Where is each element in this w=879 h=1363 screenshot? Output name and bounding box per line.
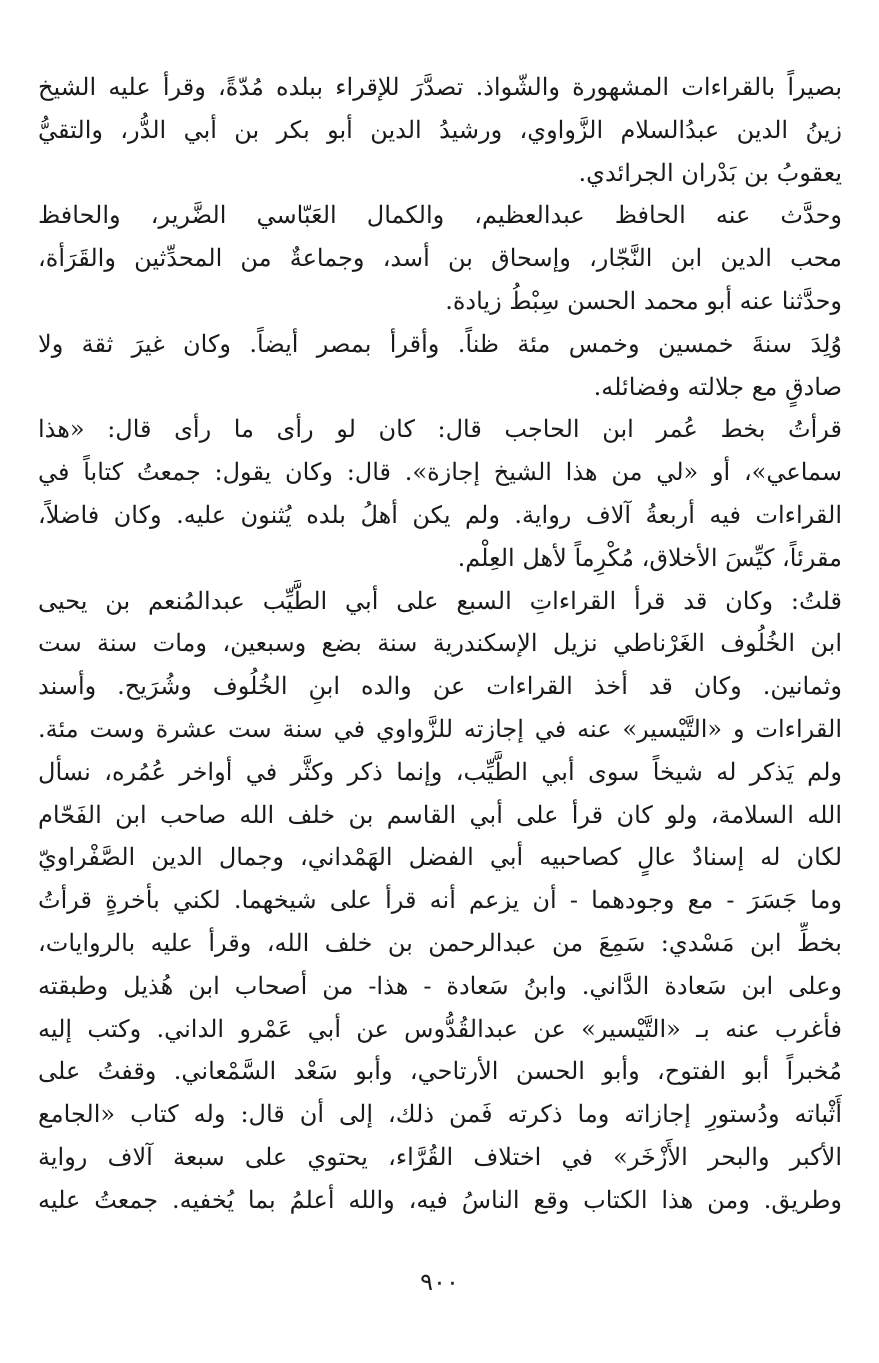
text-line: وطريق. ومن هذا الكتاب وقع الناسُ فيه، والله أعلمُ بما يُخفيه. جمعتُ عليه (38, 1185, 842, 1214)
text-line: سماعي»، أو «لي من هذا الشيخ إجازة». قال: وكان يقول: جمعتُ كتاباً في (38, 458, 842, 487)
text-line: قرأتُ بخط عُمر ابن الحاجب قال: كان لو رأى ما رأى قال: «هذا (38, 415, 842, 444)
text-line: وحدَّثنا عنه أبو محمد الحسن سِبْطُ زيادة. (445, 286, 842, 315)
text-line: الأكبر والبحر الأَزْخَر» في اختلاف القُرَّاء، يحتوي على سبعة آلاف رواية (38, 1142, 842, 1171)
text-line: زينُ الدين عبدُالسلام الزَّواوي، ورشيدُ الدين أبو بكر بن أبي الدُّر، والتقيُّ (38, 115, 842, 144)
text-line: صادقٍ مع جلالته وفضائله. (593, 372, 842, 401)
text-line: القراءات فيه أربعةُ آلاف رواية. ولم يكن أهلُ بلده يُثنون عليه. وكان فاضلاً، (38, 500, 842, 529)
text-line: ولم يَذكر له شيخاً سوى أبي الطَّيِّب، وإنما ذكر وكثَّر في أواخر عُمُره، نسأل (38, 757, 842, 786)
text-line: بصيراً بالقراءات المشهورة والشّواذ. تصدَّرَ للإقراء ببلده مُدّةً، وقرأ عليه الشيخ (38, 73, 842, 101)
text-line: محب الدين ابن النَّجّار، وإسحاق بن أسد، وجماعةٌ من المحدِّثين والقَرَأة، (38, 244, 842, 273)
text-line: الله السلامة، ولو كان قرأ على أبي القاسم بن خلف الله صاحب ابن الفَحّام (38, 800, 842, 829)
page-number: ٩٠٠ (420, 1268, 459, 1296)
text-line: مقرئاً، كيِّسَ الأخلاق، مُكْرِماً لأهل العِلْم. (457, 543, 842, 572)
body-text (38, 66, 842, 1222)
text-line: وعلى ابن سَعادة الدَّاني. وابنُ سَعادة - هذا- من أصحاب ابن هُذيل وطبقته (38, 971, 842, 1000)
text-line: لكان له إسنادٌ عالٍ كصاحبيه أبي الفضل الهَمْداني، وجمال الدين الصَّفْراويّ (38, 843, 842, 872)
text-line: يعقوبُ بن بَدْران الجرائدي. (578, 158, 842, 187)
text-line: مُخبراً أبو الفتوح، وأبو الحسن الأرتاحي، وأبو سَعْد السَّمْعاني. وقفتُ على (38, 1057, 842, 1086)
text-line: بخطِّ ابن مَسْدي: سَمِعَ من عبدالرحمن بن خلف الله، وقرأ عليه بالروايات، (38, 928, 842, 957)
text-line: قلتُ: وكان قد قرأ القراءاتِ السبع على أبي الطَّيِّب عبدالمُنعم بن يحيى (38, 586, 842, 615)
text-line: فأغرب عنه بـ «التَّيْسير» عن عبدالقُدُّوس عن أبي عَمْرو الداني. وكتب إليه (38, 1014, 842, 1043)
text-line: وثمانين. وكان قد أخذ القراءات عن والده ابنِ الخُلُوف وشُرَيح. وأسند (38, 672, 842, 701)
text-line: وحدَّث عنه الحافظ عبدالعظيم، والكمال العَبّاسي الضَّرير، والحافظ (38, 201, 842, 230)
text-line: القراءات و «التَّيْسير» عنه في إجازته للزَّواوي في سنة ست عشرة وست مئة. (38, 714, 842, 743)
text-line: وما جَسَرَ - مع وجودهما - أن يزعم أنه قرأ على شيخهما. لكني بأخرةٍ قرأتُ (38, 886, 842, 915)
text-line: ابن الخُلُوف الغَرْناطي نزيل الإسكندرية سنة بضع وسبعين، ومات سنة ست (38, 629, 842, 658)
text-line: أَثْباته ودُستورِ إجازاته وما ذكرته فَمن ذلك، إلى أن قال: وله كتاب «الجامع (38, 1100, 842, 1129)
text-line: وُلِدَ سنةَ خمسين وخمس مئة ظناً. وأقرأ بمصر أيضاً. وكان غيرَ ثقة ولا (38, 329, 842, 358)
